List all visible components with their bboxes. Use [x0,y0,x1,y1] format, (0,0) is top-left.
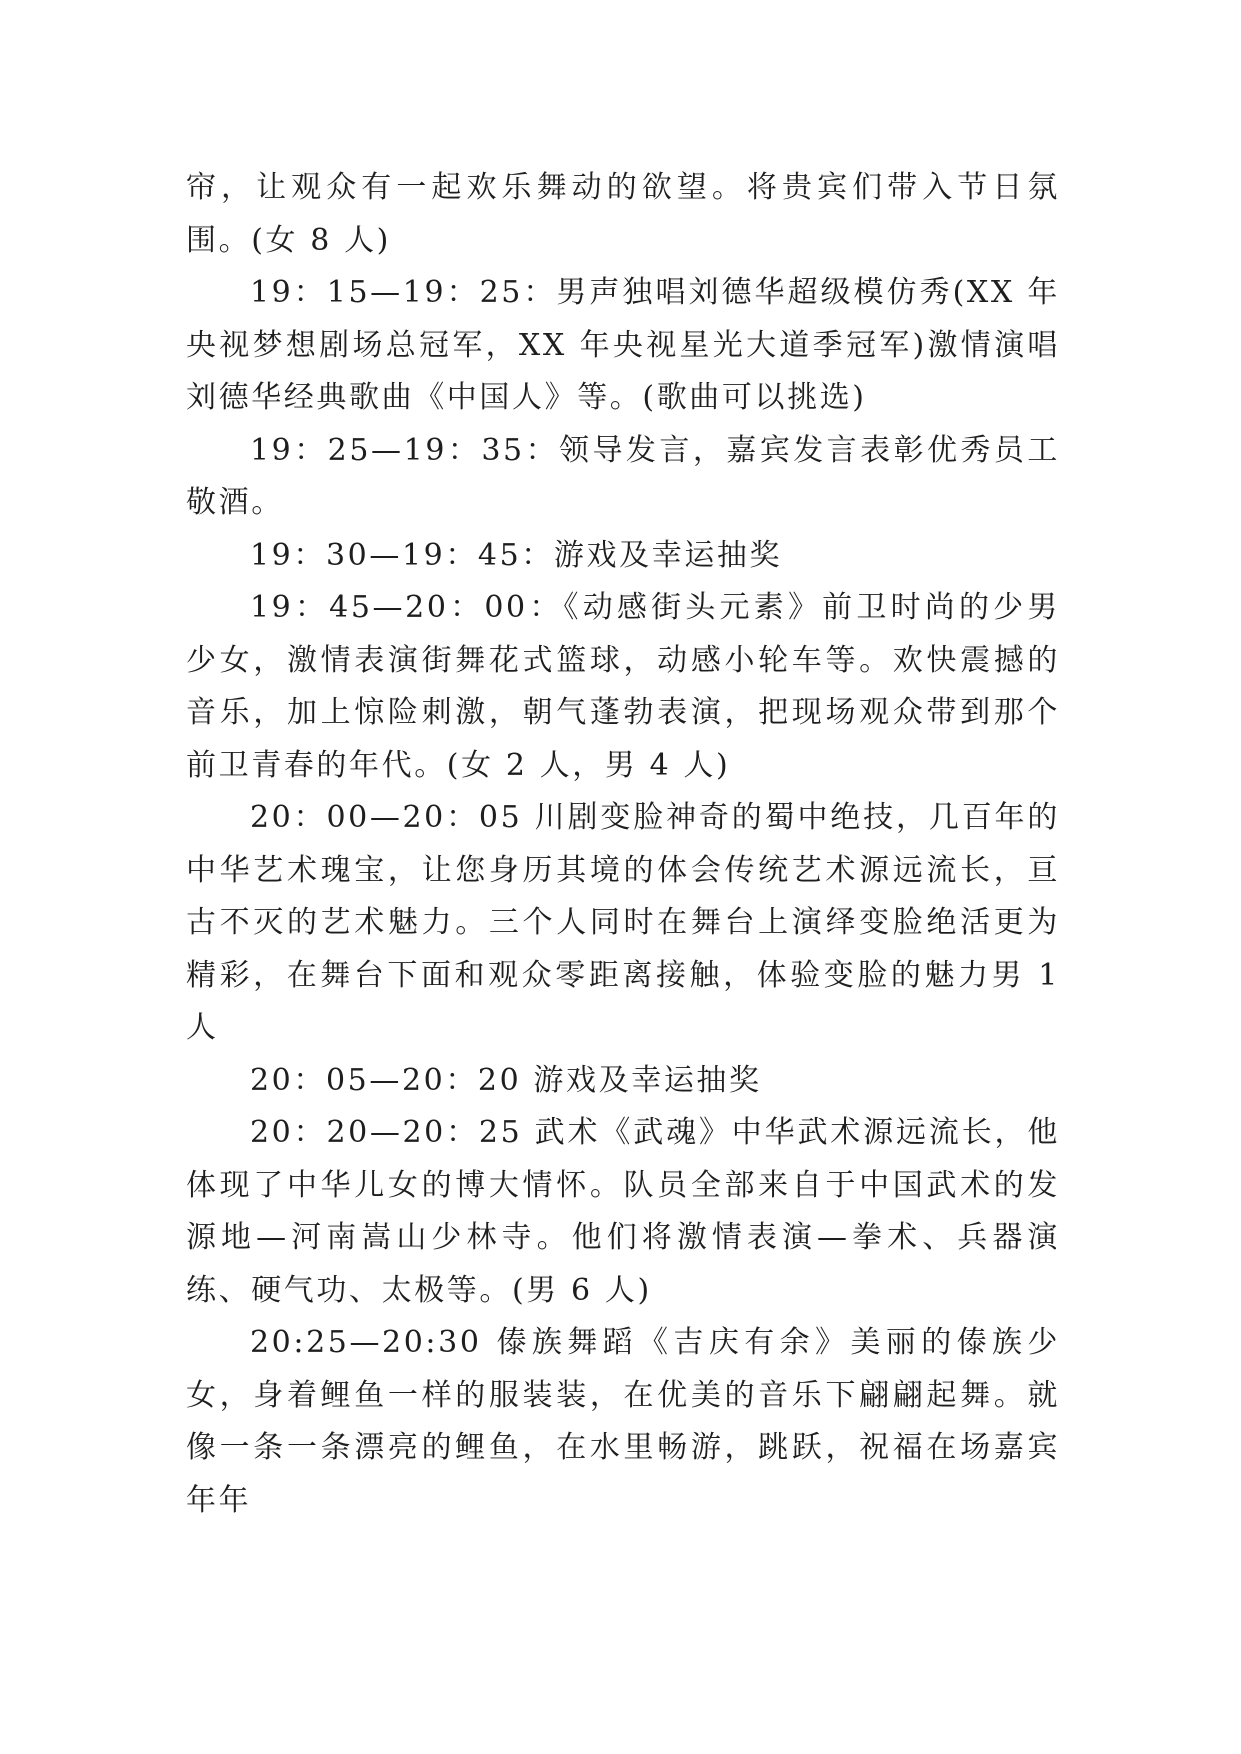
paragraph-schedule-2025: 20:25—20:30 傣族舞蹈《吉庆有余》美丽的傣族少女，身着鲤鱼一样的服装装，在优美的音乐下翩翩起舞。就像一条一条漂亮的鲤鱼，在水里畅游，跳跃，祝福在场嘉宾年年 [186,1325,1060,1518]
paragraph-schedule-1945: 19：45—20：00：《动感街头元素》前卫时尚的少男少女，激情表演街舞花式篮球，动感小轮车等。欢快震撼的音乐，加上惊险刺激，朝气蓬勃表演，把现场观众带到那个前卫青春的年代。(女 2 人，男 4 人) [186,590,1060,783]
paragraph-continuation: 帘，让观众有一起欢乐舞动的欲望。将贵宾们带入节日氛围。(女 8 人) [186,170,1060,258]
paragraph-schedule-1915: 19：15—19：25：男声独唱刘德华超级模仿秀(XX 年央视梦想剧场总冠军，XX 年央视星光大道季冠军)激情演唱刘德华经典歌曲《中国人》等。(歌曲可以挑选) [186,275,1060,415]
paragraph-schedule-2020: 20：20—20：25 武术《武魂》中华武术源远流长，他体现了中华儿女的博大情怀。队员全部来自于中国武术的发源地—河南嵩山少林寺。他们将激情表演—拳术、兵器演练、硬气功、太极等。(男 6 人) [186,1115,1060,1308]
document-body [186,162,1060,1527]
paragraph-schedule-2005: 20：05—20：20 游戏及幸运抽奖 [250,1062,762,1098]
paragraph-schedule-1930: 19：30—19：45：游戏及幸运抽奖 [250,537,783,573]
paragraph-schedule-2000: 20：00—20：05 川剧变脸神奇的蜀中绝技，几百年的中华艺术瑰宝，让您身历其境的体会传统艺术源远流长，亘古不灭的艺术魅力。三个人同时在舞台上演绎变脸绝活更为精彩，在舞台下面和观众零距离接触，体验变脸的魅力男 1 人 [186,800,1060,1045]
paragraph-schedule-1925: 19：25—19：35：领导发言，嘉宾发言表彰优秀员工敬酒。 [186,432,1060,520]
